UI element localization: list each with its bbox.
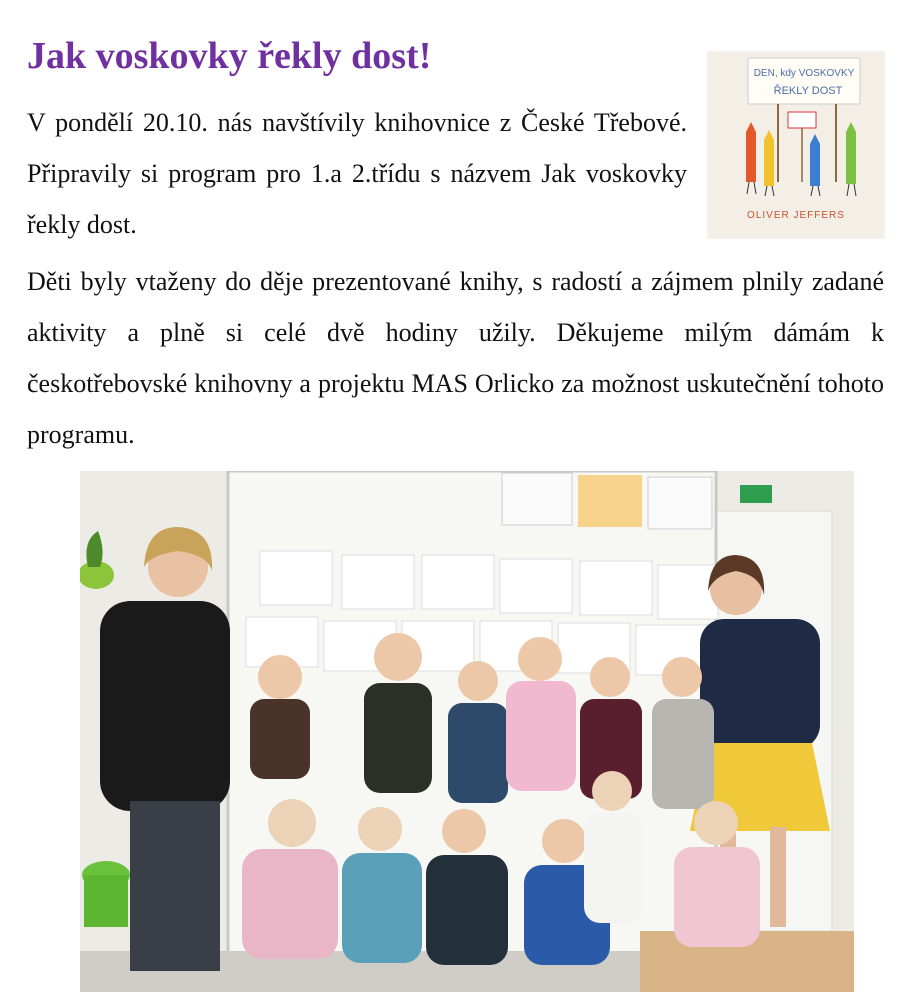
book-title-line1: DEN, kdy VOSKOVKY <box>753 68 855 79</box>
thanks-paragraph: Děti byly vtaženy do děje prezentované knihy, s radostí a zájmem plnily zadané aktivity a plně si celé dvě hodiny užily. Děkujeme milým dámám k českotřebovské knihovny a projektu MAS Orlicko za možnost uskutečnění tohoto programu. <box>27 267 884 449</box>
exit-sign-icon <box>740 485 772 503</box>
crayon-blue <box>810 144 820 186</box>
class-photo <box>80 471 854 992</box>
crayon-yellow <box>764 140 774 186</box>
crayon-green <box>846 132 856 184</box>
article-title: Jak voskovky řekly dost! <box>27 35 432 77</box>
crayon-orange <box>746 132 756 182</box>
book-author: OLIVER JEFFERS <box>747 210 845 221</box>
intro-paragraph: V pondělí 20.10. nás navštívily knihovnice z České Třebové. Připravily si program pro 1.a 2.třídu s názvem Jak voskovky řekly dost. <box>27 108 687 239</box>
book-cover-image <box>708 52 884 238</box>
book-title-line2: ŘEKLY DOST <box>773 85 843 97</box>
